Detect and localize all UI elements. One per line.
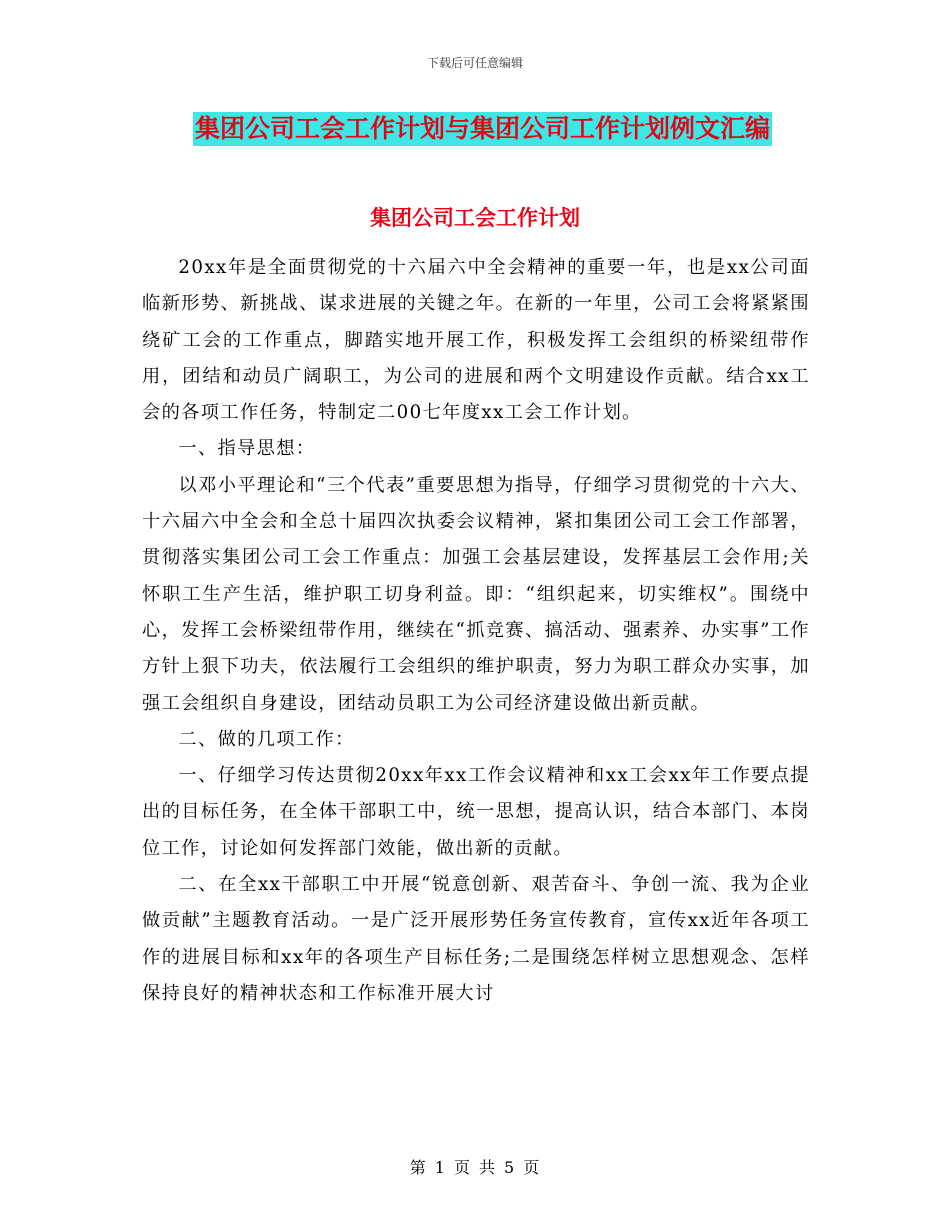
- heading-work-items: 二、做的几项工作：: [178, 728, 355, 750]
- paragraph-intro: 20xx年是全面贯彻党的十六届六中全会精神的重要一年，也是xx公司面临新形势、新挑战、谋求进展的关键之年。在新的一年里，公司工会将紧紧围绕矿工会的工作重点，脚踏实地开展工作，积极发挥工会组织的桥梁纽带作用，团结和动员广阔职工，为公司的进展和两个文明建设作贡献。结合xx工会的各项工作任务，特制定二00七年度xx工会工作计划。: [142, 257, 810, 424]
- footer-total-unit: 页: [523, 1158, 541, 1177]
- heading-guiding-ideology: 一、指导思想：: [178, 438, 316, 460]
- footer-total-prefix: 共: [479, 1158, 497, 1177]
- section-title: 集团公司工会工作计划: [370, 206, 580, 230]
- main-title: 集团公司工会工作计划与集团公司工作计划例文汇编: [193, 112, 772, 146]
- header-note: 下载后可任意编辑: [426, 56, 523, 70]
- footer-page-unit: 页: [453, 1158, 471, 1177]
- total-page-number: 5: [504, 1158, 516, 1177]
- footer-prefix: 第: [409, 1158, 427, 1177]
- document-body: [142, 250, 810, 1012]
- paragraph-work-item-1: 一、仔细学习传达贯彻20xx年xx工作会议精神和xx工会xx年工作要点提出的目标任务，在全体干部职工中，统一思想，提高认识，结合本部门、本岗位工作，讨论如何发挥部门效能，做出新的贡献。: [142, 765, 810, 859]
- paragraph-guiding-ideology: 以邓小平理论和“三个代表”重要思想为指导，仔细学习贯彻党的十六大、十六届六中全会和全总十届四次执委会议精神，紧扣集团公司工会工作部署，贯彻落实集团公司工会工作重点：加强工会基层建设，发挥基层工会作用;关怀职工生产生活，维护职工切身利益。即：“组织起来，切实维权”。围绕中心，发挥工会桥梁纽带作用，继续在“抓竞赛、搞活动、强素养、办实事”工作方针上狠下功夫，依法履行工会组织的维护职责，努力为职工群众办实事，加强工会组织自身建设，团结动员职工为公司经济建设做出新贡献。: [142, 474, 810, 714]
- page-footer: [0, 1155, 950, 1178]
- current-page-number: 1: [434, 1158, 446, 1177]
- paragraph-work-item-2: 二、在全xx干部职工中开展“锐意创新、艰苦奋斗、争创一流、我为企业做贡献”主题教育活动。一是广泛开展形势任务宣传教育，宣传xx近年各项工作的进展目标和xx年的各项生产目标任务;二是围绕怎样树立思想观念、怎样保持良好的精神状态和工作标准开展大讨: [142, 874, 810, 1004]
